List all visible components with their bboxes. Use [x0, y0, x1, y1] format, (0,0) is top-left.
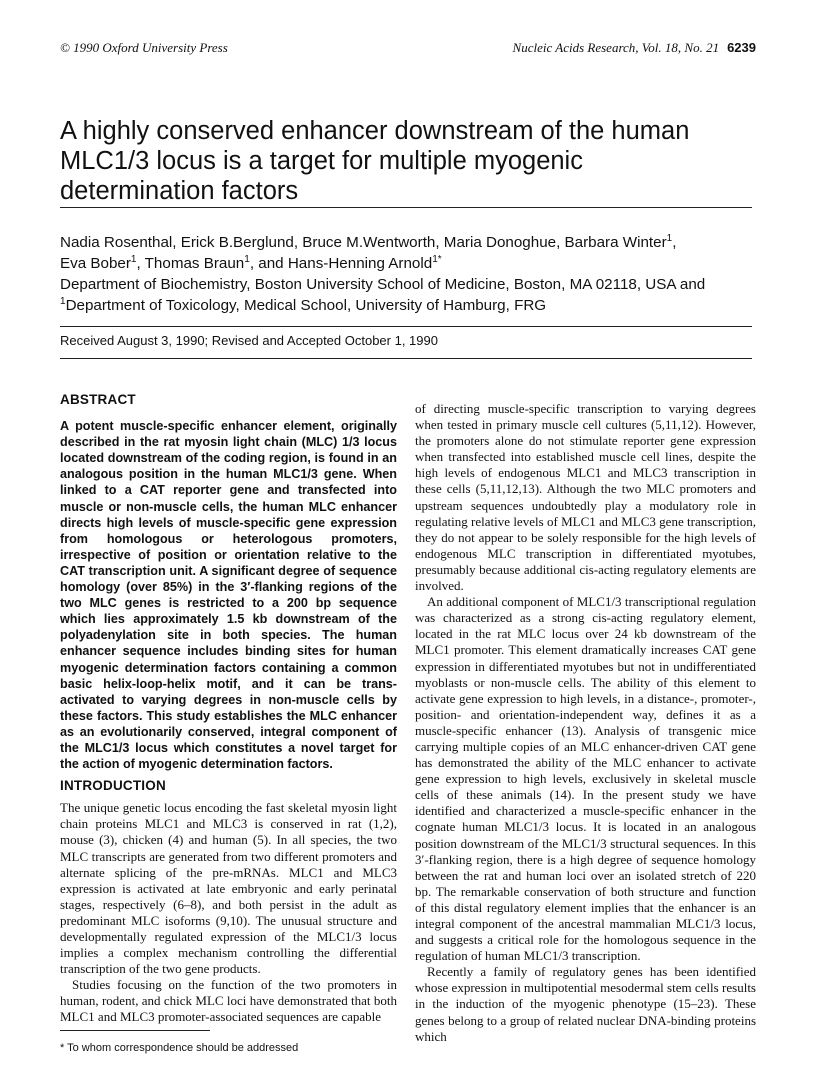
received-rule — [60, 358, 752, 359]
correspondence-footnote: * To whom correspondence should be addressed — [60, 1042, 299, 1054]
footnote-rule — [60, 1030, 210, 1031]
author-sup: 1 — [130, 253, 137, 265]
author-sup: 1* — [432, 253, 442, 265]
right-paragraph-3: Recently a family of regulatory genes has been identified whose expression in multipotential mesodermal stem cells results in the induction of the myogenic phenotype (15–23). These genes belong to a group of related nuclear DNA-binding proteins which — [415, 964, 756, 1044]
right-paragraph-2: An additional component of MLC1/3 transcriptional regulation was characterized as a strong cis-acting regulatory element, located in the rat MLC locus over 24 kb downstream of the MLC1 promoter. This element dramatically increases CAT gene expression in differentiated myotubes but not in undifferentiated myoblasts or non-muscle cells. The ability of this element to activate gene expression to high levels, in a distance-, promoter-, position- and orientation-independent way, defines it as a muscle-specific enhancer (13). Analysis of transgenic mice carrying multiple copies of an MLC enhancer-driven CAT gene has demonstrated the ability of the MLC enhancer to activate gene expression to high levels, exclusively in skeletal muscle cells of these animals (14). In the present study we have identified and characterized a muscle-specific enhancer in the cognate human MLC1/3 locus. It is located in an analogous position downstream of the MLC1/3 structural sequences. In this 3′-flanking region, there is a high degree of sequence homology between the rat and human loci over an isolated stretch of 220 bp. The remarkable conservation of both structure and function of this distal regulatory element implies that the enhancer is an integral component of the ancestral mammalian MLC1/3 locus, and suggests a critical role for the homologous sequence in the regulation of human MLC1/3 transcription. — [415, 594, 756, 964]
authors-part-5: , and Hans-Henning Arnold — [249, 255, 433, 272]
author-list — [60, 232, 770, 274]
affiliation-2-text: Department of Toxicology, Medical School, University of Hamburg, FRG — [65, 297, 547, 314]
received-dates: Received August 3, 1990; Revised and Accepted October 1, 1990 — [60, 333, 438, 348]
author-sup: 1 — [244, 253, 250, 265]
intro-paragraph-2: Studies focusing on the function of the two promoters in human, rodent, and chick MLC loci have demonstrated that both MLC1 and MLC3 promoter-associated sequences are capable — [60, 977, 397, 1025]
title-line-3: determination factors — [60, 177, 299, 205]
affiliation-rule — [60, 326, 752, 327]
authors-part-2: , — [672, 234, 677, 251]
left-column — [60, 392, 397, 1026]
author-sup: 1 — [666, 232, 673, 244]
title-line-2: MLC1/3 locus is a target for multiple myogenic — [60, 147, 583, 175]
affiliation-1: Department of Biochemistry, Boston University School of Medicine, Boston, MA 02118, USA and — [60, 276, 706, 293]
right-column — [415, 401, 756, 1045]
affiliation-sup: 1 — [60, 295, 66, 307]
page-number: 6239 — [727, 40, 756, 55]
authors-part-3: Eva Bober — [60, 255, 131, 272]
authors-part-4: , Thomas Braun — [136, 255, 245, 272]
abstract-text: A potent muscle-specific enhancer element, originally described in the rat myosin light chain (MLC) 1/3 locus located downstream of the coding region, is found in an analogous position in the human MLC1/3 gene. When linked to a CAT reporter gene and transfected into muscle or non-muscle cells, the human MLC enhancer directs high levels of muscle-specific gene expression from homologous or heterologous promoters, irrespective of position or orientation relative to the CAT transcription unit. A significant degree of sequence homology (over 85%) in the 3′-flanking regions of the two MLC genes is restricted to a 200 bp sequence which lies approximately 1.5 kb downstream of the polyadenylation site in both species. The human enhancer sequence includes binding sites for human myogenic determination factors containing a common basic helix-loop-helix motif, and it can be trans-activated to varying degrees in non-muscle cells by these factors. This study establishes the MLC enhancer as an evolutionarily conserved, integral component of the MLC1/3 locus which constitutes a novel target for the action of myogenic determination factors. — [60, 419, 397, 772]
abstract-heading: ABSTRACT — [60, 392, 136, 407]
right-paragraph-1: of directing muscle-specific transcription to varying degrees when tested in primary muscle cell cultures (5,11,12). However, the promoters alone do not stimulate reporter gene expression when transfected into established muscle cell lines, despite the high levels of endogenous MLC1 and MLC3 transcription in these cells (5,11,12,13). Although the two MLC promoters and upstream sequences undoubtedly play a modulatory role in regulating relative levels of MLC1 and MLC3 gene transcription, they do not appear to be solely responsible for the high levels of endogenous MLC transcription in differentiated myotubes, presumably because additional cis-acting regulatory elements are involved. — [415, 401, 756, 594]
authors-part-1: Nadia Rosenthal, Erick B.Berglund, Bruce M.Wentworth, Maria Donoghue, Barbara Winter — [60, 234, 667, 251]
copyright-header: © 1990 Oxford University Press — [60, 40, 228, 55]
affiliation-2 — [60, 295, 780, 316]
journal-header — [513, 40, 756, 56]
intro-paragraph-1: The unique genetic locus encoding the fast skeletal myosin light chain proteins MLC1 and MLC3 is conserved in rat (1,2), mouse (3), chicken (4) and human (5). In all species, the two MLC transcripts are generated from two different promoters and alternate splicing of the pre-mRNAs. MLC1 and MLC3 expression is activated at late embryonic and early perinatal stages, respectively (6–8), and both persist in the adult as predominant MLC isoforms (9,10). The unusual structure and developmentally regulated expression of the MLC1/3 locus implies a complex mechanism controlling the differential transcription of the two gene products. — [60, 800, 397, 977]
title-rule — [60, 207, 752, 208]
article-title — [60, 116, 760, 206]
introduction-heading: INTRODUCTION — [60, 778, 166, 794]
journal-citation: Nucleic Acids Research, Vol. 18, No. 21 — [512, 40, 720, 55]
title-line-1: A highly conserved enhancer downstream of the human — [60, 117, 690, 145]
